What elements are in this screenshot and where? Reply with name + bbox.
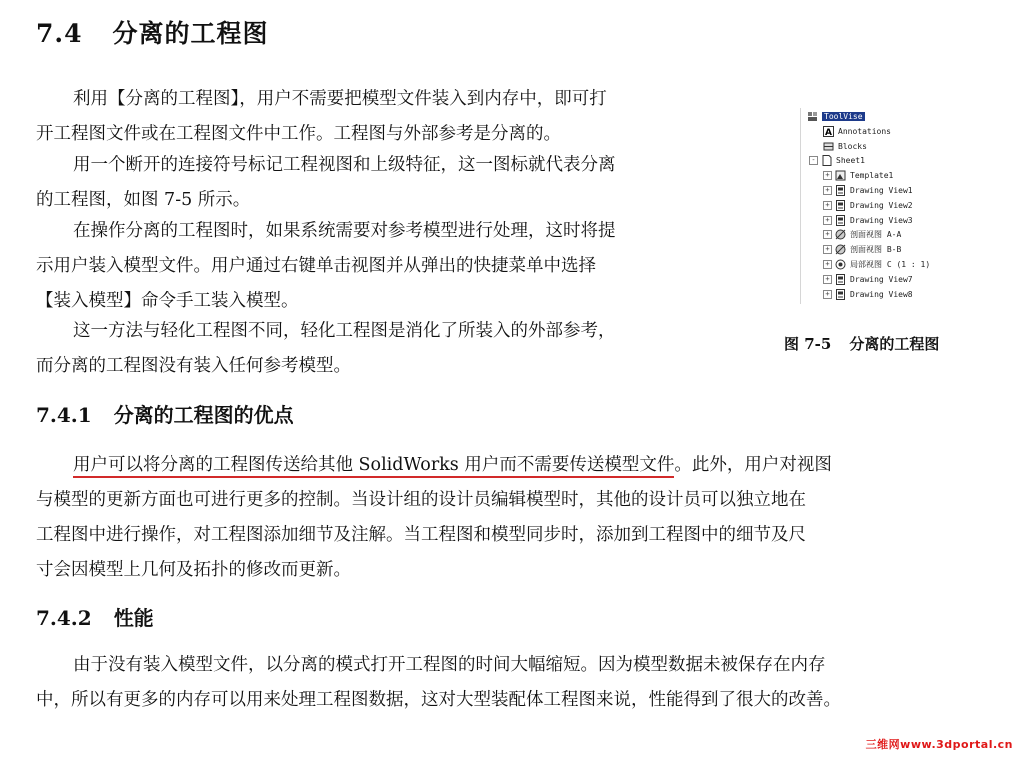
text-line: 利用【分离的工程图】，用户不需要把模型文件装入到内存中，即可打 bbox=[73, 89, 607, 109]
tree-node[interactable] bbox=[807, 273, 930, 288]
figure-number: 图 7-5 bbox=[784, 335, 832, 353]
expand-icon[interactable]: + bbox=[823, 216, 832, 225]
tree-node-label: Blocks bbox=[838, 141, 867, 151]
text-line: 示用户装入模型文件。用户通过右键单击视图并从弹出的快捷菜单中选择 bbox=[36, 256, 596, 276]
expand-icon[interactable]: + bbox=[823, 245, 832, 254]
watermark: 三维网www.3dportal.cn bbox=[865, 738, 1013, 751]
underlined-text: 用户可以将分离的工程图传送给其他 SolidWorks 用户而不需要传送模型文件 bbox=[73, 455, 674, 478]
text-line bbox=[36, 448, 832, 483]
svg-text:A: A bbox=[825, 127, 832, 137]
tree-node-label: Drawing View3 bbox=[850, 215, 913, 225]
expand-icon[interactable]: + bbox=[823, 186, 832, 195]
tree-node[interactable] bbox=[807, 258, 930, 273]
detail-view-icon bbox=[835, 259, 846, 270]
expand-icon[interactable]: + bbox=[823, 290, 832, 299]
text-fragment: 。此外，用户对视图 bbox=[674, 455, 832, 475]
figure-caption-text: 分离的工程图 bbox=[849, 335, 940, 353]
detached-view-icon bbox=[835, 200, 846, 211]
tree-node[interactable] bbox=[807, 169, 930, 184]
feature-tree bbox=[807, 110, 930, 302]
subsection-title: 分离的工程图的优点 bbox=[113, 403, 294, 427]
subsection-number: 7.4.1 bbox=[36, 403, 92, 427]
tree-node-label: Drawing View2 bbox=[850, 200, 913, 210]
collapse-icon[interactable]: - bbox=[809, 156, 818, 165]
text-line: 【装入模型】命令手工装入模型。 bbox=[36, 291, 299, 311]
subsection-heading-7-4-1 bbox=[36, 399, 294, 428]
tree-node[interactable] bbox=[807, 288, 930, 303]
text-line: 用一个断开的连接符号标记工程视图和上级特征，这一图标就代表分离 bbox=[73, 155, 616, 175]
tree-node-label: 局部视图 C (1 : 1) bbox=[850, 259, 931, 269]
tree-node-label: Drawing View1 bbox=[850, 185, 913, 195]
section-number: 7.4 bbox=[36, 19, 83, 48]
intro-paragraph-3 bbox=[36, 214, 616, 319]
subsection-title: 性能 bbox=[113, 606, 154, 630]
tree-node-label: Drawing View8 bbox=[850, 289, 913, 299]
text-line: 在操作分离的工程图时，如果系统需要对参考模型进行处理，这时将提 bbox=[73, 221, 616, 241]
detached-view-icon bbox=[835, 274, 846, 285]
detached-view-icon bbox=[835, 215, 846, 226]
text-line: 这一方法与轻化工程图不同，轻化工程图是消化了所装入的外部参考， bbox=[73, 321, 616, 341]
tree-node-label: Annotations bbox=[838, 126, 891, 136]
intro-paragraph-4 bbox=[36, 314, 616, 384]
tree-node-label: Drawing View7 bbox=[850, 274, 913, 284]
subsection-heading-7-4-2 bbox=[36, 602, 154, 631]
section-view-icon bbox=[835, 244, 846, 255]
subsection-number: 7.4.2 bbox=[36, 606, 92, 630]
expand-icon[interactable]: + bbox=[823, 171, 832, 180]
intro-paragraph-1 bbox=[36, 82, 607, 152]
tree-node-label: Sheet1 bbox=[836, 156, 865, 166]
text-line: 的工程图，如图 7-5 所示。 bbox=[36, 190, 251, 210]
text-line: 工程图中进行操作，对工程图添加细节及注解。当工程图和模型同步时，添加到工程图中的细节及尺 bbox=[36, 525, 806, 545]
text-line: 开工程图文件或在工程图文件中工作。工程图与外部参考是分离的。 bbox=[36, 124, 561, 144]
annotation-icon bbox=[823, 126, 834, 137]
tree-node[interactable] bbox=[807, 184, 930, 199]
detached-view-icon bbox=[835, 289, 846, 300]
performance-paragraph bbox=[36, 648, 841, 718]
figure-caption bbox=[784, 333, 939, 354]
tree-node[interactable] bbox=[807, 140, 930, 155]
tree-node[interactable] bbox=[807, 228, 930, 243]
tree-node[interactable] bbox=[807, 214, 930, 229]
section-title: 分离的工程图 bbox=[112, 19, 269, 48]
sheet-icon bbox=[821, 155, 832, 166]
expand-icon[interactable]: + bbox=[823, 230, 832, 239]
text-line: 而分离的工程图没有装入任何参考模型。 bbox=[36, 356, 351, 376]
tree-node[interactable] bbox=[807, 199, 930, 214]
expand-icon[interactable]: + bbox=[823, 201, 832, 210]
expand-icon[interactable]: + bbox=[823, 260, 832, 269]
assembly-icon bbox=[807, 111, 818, 122]
tree-node-label: 剖面视图 B-B bbox=[850, 245, 902, 255]
tree-node[interactable] bbox=[807, 243, 930, 258]
text-line: 由于没有装入模型文件，以分离的模式打开工程图的时间大幅缩短。因为模型数据未被保存在内存 bbox=[73, 655, 826, 675]
tree-node[interactable] bbox=[807, 125, 930, 140]
tree-node[interactable] bbox=[807, 154, 930, 169]
template-icon bbox=[835, 170, 846, 181]
tree-node-label: Template1 bbox=[850, 171, 894, 181]
tree-node-label: 剖面视图 A-A bbox=[850, 230, 902, 240]
section-view-icon bbox=[835, 229, 846, 240]
text-line: 寸会因模型上几何及拓扑的修改而更新。 bbox=[36, 560, 351, 580]
text-line: 与模型的更新方面也可进行更多的控制。当设计组的设计员编辑模型时，其他的设计员可以独立地在 bbox=[36, 490, 806, 510]
figure-feature-tree bbox=[800, 108, 951, 304]
tree-node-label: ToolVise bbox=[824, 112, 863, 121]
intro-paragraph-2 bbox=[36, 148, 616, 218]
expand-icon[interactable]: + bbox=[823, 275, 832, 284]
tree-node[interactable] bbox=[807, 110, 930, 125]
section-heading bbox=[36, 14, 269, 50]
detached-view-icon bbox=[835, 185, 846, 196]
blocks-icon bbox=[823, 141, 834, 152]
text-line: 中，所以有更多的内存可以用来处理工程图数据，这对大型装配体工程图来说，性能得到了很大的改善。 bbox=[36, 690, 841, 710]
advantages-paragraph bbox=[36, 448, 832, 588]
